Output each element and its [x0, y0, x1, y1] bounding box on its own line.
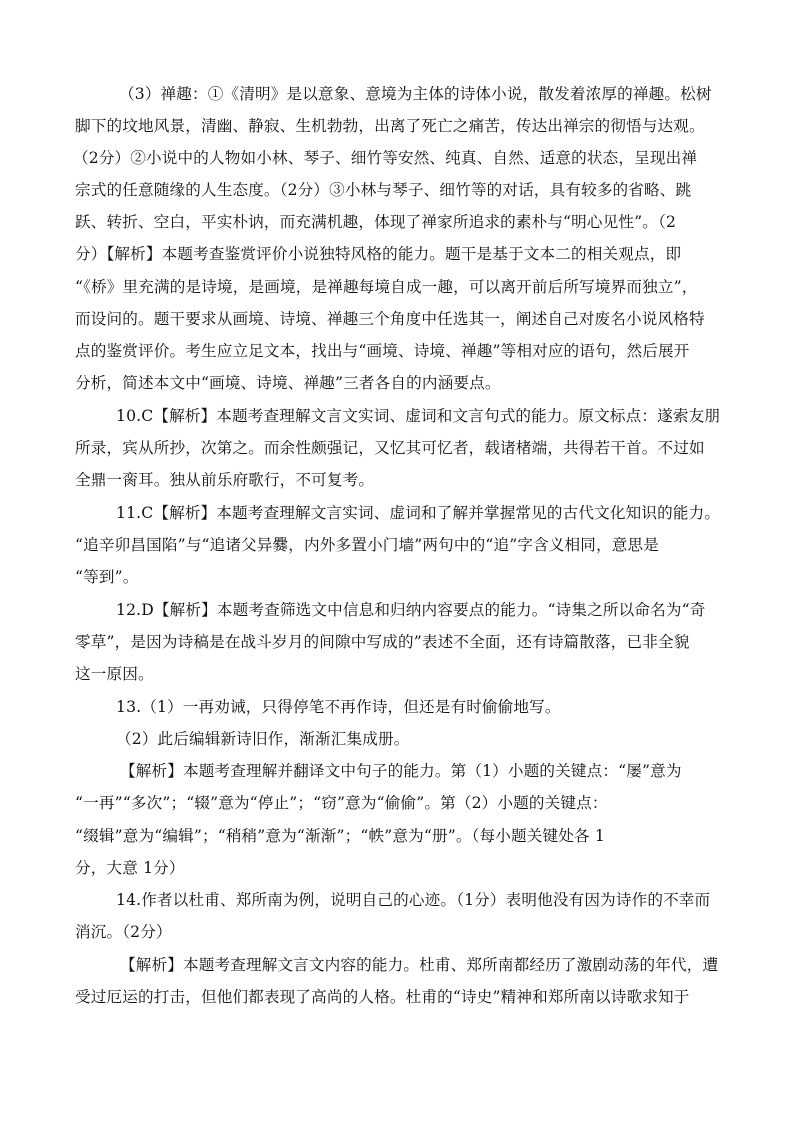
text-line: 11.C【解析】本题考查理解文言实词、虚词和了解并掌握常见的古代文化知识的能力。: [116, 504, 721, 522]
text-line: （3）禅趣：①《清明》是以意象、意境为主体的诗体小说，散发着浓厚的禅趣。松树: [119, 85, 712, 103]
text-line: 14.作者以杜甫、郑所南为例，说明自己的心迹。（1分）表明他没有因为诗作的不幸而: [116, 891, 711, 909]
text-line: 分）【解析】本题考查鉴赏评价小说独特风格的能力。题干是基于文本二的相关观点，即: [75, 245, 682, 263]
text-line: 消沉。（2分）: [75, 923, 172, 941]
text-line: 零草”，是因为诗稿是在战斗岁月的间隙中写成的”表述不全面，还有诗篇散落，已非全貌: [75, 633, 690, 651]
text-line: “《桥》里充满的是诗境，是画境，是禅趣每境自成一趣，可以离开前后所写境界而独立”，: [75, 278, 698, 296]
text-line: “等到”。: [75, 568, 139, 586]
text-line: 受过厄运的打击，但他们都表现了高尚的人格。杜甫的“诗史”精神和郑所南以诗歌求知于: [75, 988, 690, 1006]
text-line: （2分）②小说中的人物如小林、琴子、细竹等安然、纯真、自然、适意的状态，呈现出禅: [73, 149, 698, 167]
text-line: 全鼎一脔耳。独从前乐府歌行，不可复考。: [75, 471, 375, 489]
text-line: “一再”“多次”；“辍”意为“停止”；“窃”意为“偷偷”。第（2）小题的关键点：: [75, 794, 608, 812]
text-line: 10.C【解析】本题考查理解文言文实词、虚词和文言句式的能力。原文标点：遂索友朋: [116, 407, 721, 425]
text-line: 【解析】本题考查理解并翻译文中句子的能力。第（1）小题的关键点：“屡”意为: [120, 762, 682, 780]
text-line: 所录，宾从所抄，次第之。而余性颇强记，又忆其可忆者，载诸楮端，共得若干首。不过如: [75, 439, 705, 457]
text-line: （2）此后编辑新诗旧作，渐渐汇集成册。: [116, 730, 410, 748]
text-line: 点的鉴赏评价。考生应立足文本，找出与“画境、诗境、禅趣”等相对应的语句，然后展开: [75, 342, 690, 360]
text-line: “缀辑”意为“编辑”；“稍稍”意为“渐渐”；“帙”意为“册”。（每小题关键处各 1: [75, 827, 605, 845]
text-line: “追辛卯昌国陷”与“追诸父异爨，内外多置小门墙”两句中的“追”字含义相同，意思是: [75, 536, 660, 554]
text-line: 宗式的任意随缘的人生态度。（2分）③小林与琴子、细竹等的对话，具有较多的省略、跳: [75, 181, 692, 199]
text-line: 这一原因。: [75, 665, 154, 683]
text-line: 分析，简述本文中“画境、诗境、禅趣”三者各自的内涵要点。: [75, 374, 501, 392]
text-line: 13.（1）一再劝诫，只得停笔不再作诗，但还是有时偷偷地写。: [116, 698, 561, 716]
text-line: 12.D【解析】本题考查筛选文中信息和归纳内容要点的能力。“诗集之所以命名为“奇: [116, 601, 706, 619]
text-line: 【解析】本题考查理解文言文内容的能力。杜甫、郑所南都经历了激剧动荡的年代，遭: [120, 956, 719, 974]
text-line: 脚下的坟地风景，清幽、静寂、生机勃勃，出离了死亡之痛苦，传达出禅宗的彻悟与达观。: [75, 117, 705, 135]
text-line: 跃、转折、空白，平实朴讷，而充满机趣，体现了禅家所追求的素朴与“明心见性”。（2: [75, 213, 677, 231]
text-line: 而设问的。题干要求从画境、诗境、禅趣三个角度中任选其一，阐述自己对废名小说风格特: [75, 310, 705, 328]
text-line: 分，大意 1分）: [75, 859, 185, 877]
